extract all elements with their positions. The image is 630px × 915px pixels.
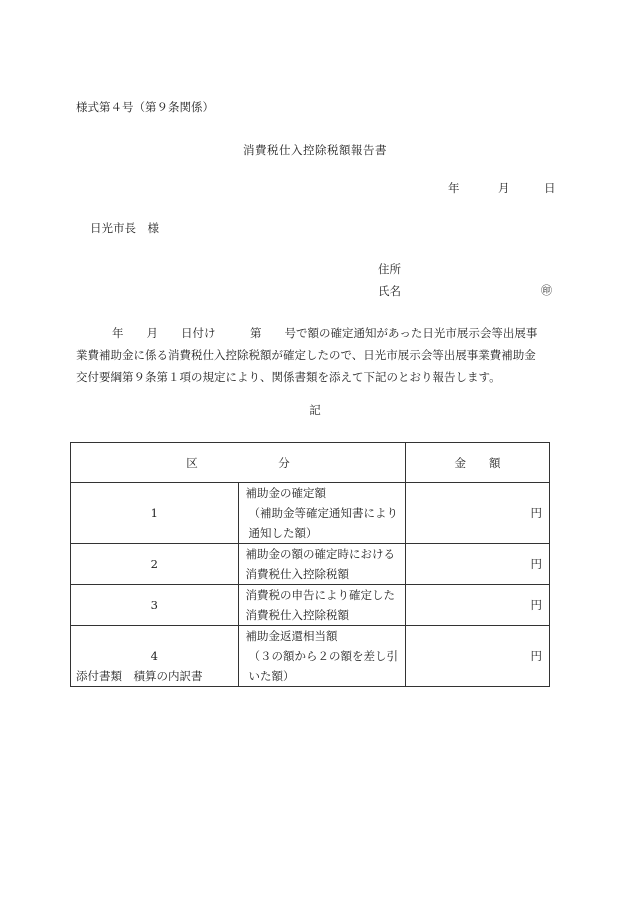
row-amount: 円 bbox=[406, 544, 550, 585]
row-number: 2 bbox=[71, 544, 239, 585]
name-label: 氏名 bbox=[378, 284, 401, 298]
header-category: 区 分 bbox=[71, 443, 406, 483]
row-item-line2: （３の額から２の額を差し引いた額） bbox=[248, 649, 398, 683]
row-amount: 円 bbox=[406, 626, 550, 687]
seal-mark: ㊞ bbox=[541, 284, 552, 297]
form-number: 様式第４号（第９条関係） bbox=[76, 100, 214, 114]
row-item-line1: 補助金の確定額 bbox=[245, 486, 326, 500]
row-item-line2: （補助金等確定通知書により通知した額） bbox=[248, 506, 398, 540]
row-item bbox=[238, 626, 406, 687]
body-line-1: 年 月 日付け 第 号で額の確定通知があった日光市展示会等出展事 bbox=[112, 326, 538, 340]
addressee: 日光市長 様 bbox=[90, 221, 159, 235]
table-row bbox=[71, 483, 550, 544]
address-label: 住所 bbox=[378, 262, 401, 276]
header-amount: 金 額 bbox=[406, 443, 550, 483]
attachment-note: 添付書類 積算の内訳書 bbox=[76, 669, 203, 683]
date-year-label: 年 bbox=[448, 181, 460, 195]
body-line-2: 業費補助金に係る消費税仕入控除税額が確定したので、日光市展示会等出展事業費補助金 bbox=[76, 348, 536, 362]
report-body bbox=[76, 322, 558, 388]
summary-table bbox=[70, 442, 550, 687]
row-amount: 円 bbox=[406, 585, 550, 626]
row-number: 3 bbox=[71, 585, 239, 626]
row-number: 4 bbox=[71, 626, 239, 687]
row-item: 消費税の申告により確定した消費税仕入控除税額 bbox=[238, 585, 406, 626]
body-line-3: 交付要綱第９条第１項の規定により、関係書類を添えて下記のとおり報告します。 bbox=[76, 370, 501, 384]
row-number: 1 bbox=[71, 483, 239, 544]
row-amount: 円 bbox=[406, 483, 550, 544]
date-month-label: 月 bbox=[498, 181, 510, 195]
table-row bbox=[71, 585, 550, 626]
table-header-row bbox=[71, 443, 550, 483]
table-row bbox=[71, 544, 550, 585]
row-item bbox=[238, 483, 406, 544]
row-item-line1: 補助金返還相当額 bbox=[245, 629, 338, 643]
row-item: 補助金の額の確定時における消費税仕入控除税額 bbox=[238, 544, 406, 585]
date-day-label: 日 bbox=[544, 181, 556, 195]
document-title: 消費税仕入控除税額報告書 bbox=[243, 143, 387, 157]
ki-heading: 記 bbox=[309, 403, 321, 417]
